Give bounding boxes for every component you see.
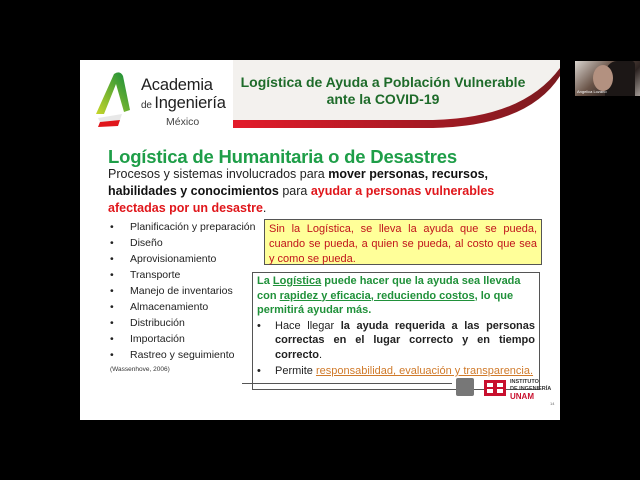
list-item: • Transporte (110, 269, 181, 281)
list-item-label: Manejo de inventarios (130, 285, 233, 297)
list-item: • Almacenamiento (110, 301, 209, 313)
academia-logo-icon (92, 70, 132, 128)
logo-prefix: de (141, 100, 155, 111)
participant-face (593, 65, 613, 91)
list-item-label: Rastreo y seguimiento (130, 349, 235, 361)
warning-callout: Sin la Logística, se lleva la ayuda que se pueda, cuando se pueda, a quien se pueda, al costo que sea y como se pueda. (264, 219, 542, 265)
academia-logo-text (141, 76, 226, 129)
citation: (Wassenhove, 2006) (110, 366, 170, 373)
benefits-text-3: , lo que permitirá ayudar más. (257, 289, 514, 316)
institute-line1: INSTITUTO (510, 379, 539, 385)
intro-text: Procesos y sistemas involucrados para (108, 167, 329, 181)
section-title: Logística de Humanitaria o de Desastres (108, 146, 457, 167)
logo-line-mexico: México (166, 116, 200, 128)
institute-line2: DE INGENIERÍA (510, 385, 552, 392)
slide-title: Logística de Ayuda a Población Vulnerable ante la COVID-19 (240, 74, 526, 107)
list-item: • Importación (110, 333, 185, 345)
list-item-label: Planificación y preparación (130, 221, 256, 233)
list-item-label: Almacenamiento (130, 301, 209, 313)
intro-period: . (262, 201, 267, 215)
benefits-intro (257, 274, 535, 318)
benefits-text-2: puede hacer que la ayuda sea llevada con (257, 275, 521, 302)
institute-unam: UNAM (510, 392, 534, 401)
intro-red: ayudar a personas vulnerables afectadas por un desastre (108, 184, 495, 215)
unam-seal-icon (456, 378, 474, 396)
benefits-text: La (257, 275, 273, 287)
presentation-slide (80, 60, 560, 420)
intro-text-2: para (278, 184, 311, 198)
list-item-label: Distribución (130, 317, 185, 329)
benefits-underlined: Logística (272, 275, 322, 287)
logo-line-ingenieria (141, 94, 226, 115)
intro-bold: mover personas, recursos, habilidades y conocimientos (108, 167, 489, 198)
benefit-text: Permite (275, 365, 316, 377)
list-item: • Diseño (110, 237, 163, 249)
benefit-bold: la ayuda requerida a las personas correctas en el lugar correcto y en tiempo correcto (275, 319, 535, 361)
participant-name: Angelica Lozano (577, 89, 607, 94)
instituto-ingenieria-logo-icon (484, 380, 506, 396)
footer-divider (242, 383, 452, 384)
participant-video-thumbnail[interactable] (575, 61, 640, 96)
instituto-ingenieria-text (510, 379, 551, 401)
list-item: • Hace llegar la ayuda requerida a las personas correctas en el lugar correcto y en tiempo correcto. (257, 319, 535, 361)
list-item-label: Importación (130, 333, 185, 345)
list-item-label: Aprovisionamiento (130, 253, 217, 265)
benefits-underlined-2: rapidez y eficacia, reduciendo costos (279, 289, 475, 302)
list-item: • Planificación y preparación (110, 221, 256, 233)
list-item: • Permite responsabilidad, evaluación y transparencia. (257, 365, 534, 377)
list-item-label: Diseño (130, 237, 163, 249)
benefit-orange: responsabilidad, evaluación y transparencia. (315, 365, 534, 377)
activities-list (110, 219, 256, 363)
logo-line-academia: Academia (141, 76, 213, 94)
intro-paragraph (108, 166, 538, 217)
list-item: • Rastreo y seguimiento (110, 349, 235, 361)
logo-main: Ingeniería (154, 94, 226, 112)
list-item-label: Transporte (130, 269, 181, 281)
logistics-benefits-box (252, 272, 540, 390)
benefit-period: . (319, 348, 323, 361)
list-item: • Aprovisionamiento (110, 253, 217, 265)
benefit-text: Hace llegar (275, 319, 341, 332)
list-item: • Manejo de inventarios (110, 285, 233, 297)
page-number: 14 (550, 401, 555, 406)
benefits-list (257, 319, 535, 379)
list-item: • Distribución (110, 317, 185, 329)
